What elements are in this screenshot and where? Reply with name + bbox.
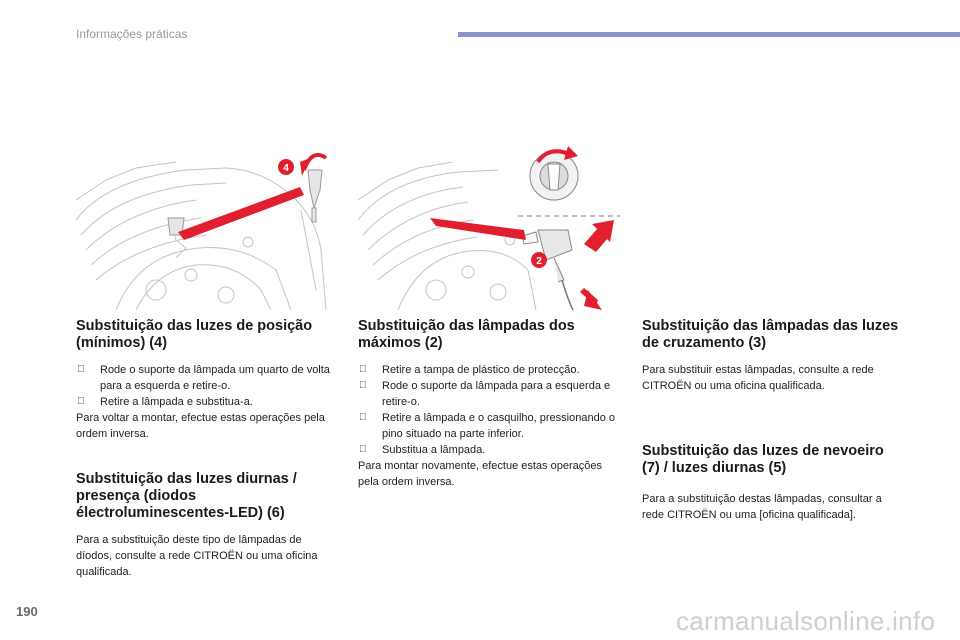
position-light-illustration <box>76 140 338 310</box>
dipped-beam-text: Para substituir estas lâmpadas, consulte a rede CITROËN ou uma oficina qualificada. <box>642 364 874 392</box>
main-beam-heading: Substituição das lâmpadas dos máximos (2) <box>358 318 575 351</box>
callout-number-4: 4 <box>283 163 289 174</box>
bullet-marker <box>77 394 85 410</box>
daytime-led-section <box>76 471 338 580</box>
bullet-item <box>358 378 620 410</box>
bullet-marker <box>359 442 367 458</box>
bullet-item <box>76 362 338 394</box>
header-accent-bar <box>458 32 960 37</box>
reassembly-note: Para voltar a montar, efectue estas operações pela ordem inversa. <box>76 412 325 440</box>
bullet-text: Retire a tampa de plástico de protecção. <box>382 364 580 376</box>
daytime-led-heading: Substituição das luzes diurnas / presença (diodos électroluminescentes-LED) (6) <box>76 471 297 521</box>
bullet-item <box>76 394 338 410</box>
dipped-beam-section <box>642 318 904 394</box>
main-beam-section <box>358 318 620 490</box>
reassembly-note: Para montar novamente, efectue estas operações pela ordem inversa. <box>358 460 602 488</box>
bullet-text: Substitua a lâmpada. <box>382 444 486 456</box>
position-lights-heading: Substituição das luzes de posição (mínimos) (4) <box>76 318 313 351</box>
bullet-item <box>358 442 620 458</box>
bullet-marker <box>359 410 367 426</box>
fog-lights-text: Para a substituição destas lâmpadas, consultar a rede CITROËN ou uma [oficina qualificada]. <box>642 493 882 521</box>
callout-number-2: 2 <box>536 256 542 267</box>
main-beam-illustration <box>358 140 620 310</box>
bullet-item <box>358 410 620 442</box>
bullet-item <box>358 362 620 378</box>
bullet-text: Retire a lâmpada e o casquilho, pressionando o pino situado na parte inferior. <box>382 412 615 440</box>
page-number: 190 <box>16 604 38 619</box>
bullet-text: Retire a lâmpada e substitua-a. <box>100 396 253 408</box>
fog-lights-heading: Substituição das luzes de nevoeiro (7) / luzes diurnas (5) <box>642 443 884 476</box>
dipped-beam-heading: Substituição das lâmpadas das luzes de cruzamento (3) <box>642 318 899 351</box>
bullet-marker <box>359 362 367 378</box>
bullet-text: Rode o suporte da lâmpada um quarto de volta para a esquerda e retire-o. <box>100 364 330 392</box>
bullet-marker <box>77 362 85 378</box>
position-lights-section <box>76 318 338 442</box>
daytime-led-text: Para a substituição deste tipo de lâmpadas de díodos, consulte a rede CITROËN ou uma oficina qualificada. <box>76 534 318 578</box>
bullet-marker <box>359 378 367 394</box>
watermark-text: carmanualsonline.info <box>676 606 936 636</box>
bullet-text: Rode o suporte da lâmpada para a esquerda e retire-o. <box>382 380 611 408</box>
page-header-title: Informações práticas <box>76 27 188 41</box>
fog-lights-section <box>642 443 904 523</box>
